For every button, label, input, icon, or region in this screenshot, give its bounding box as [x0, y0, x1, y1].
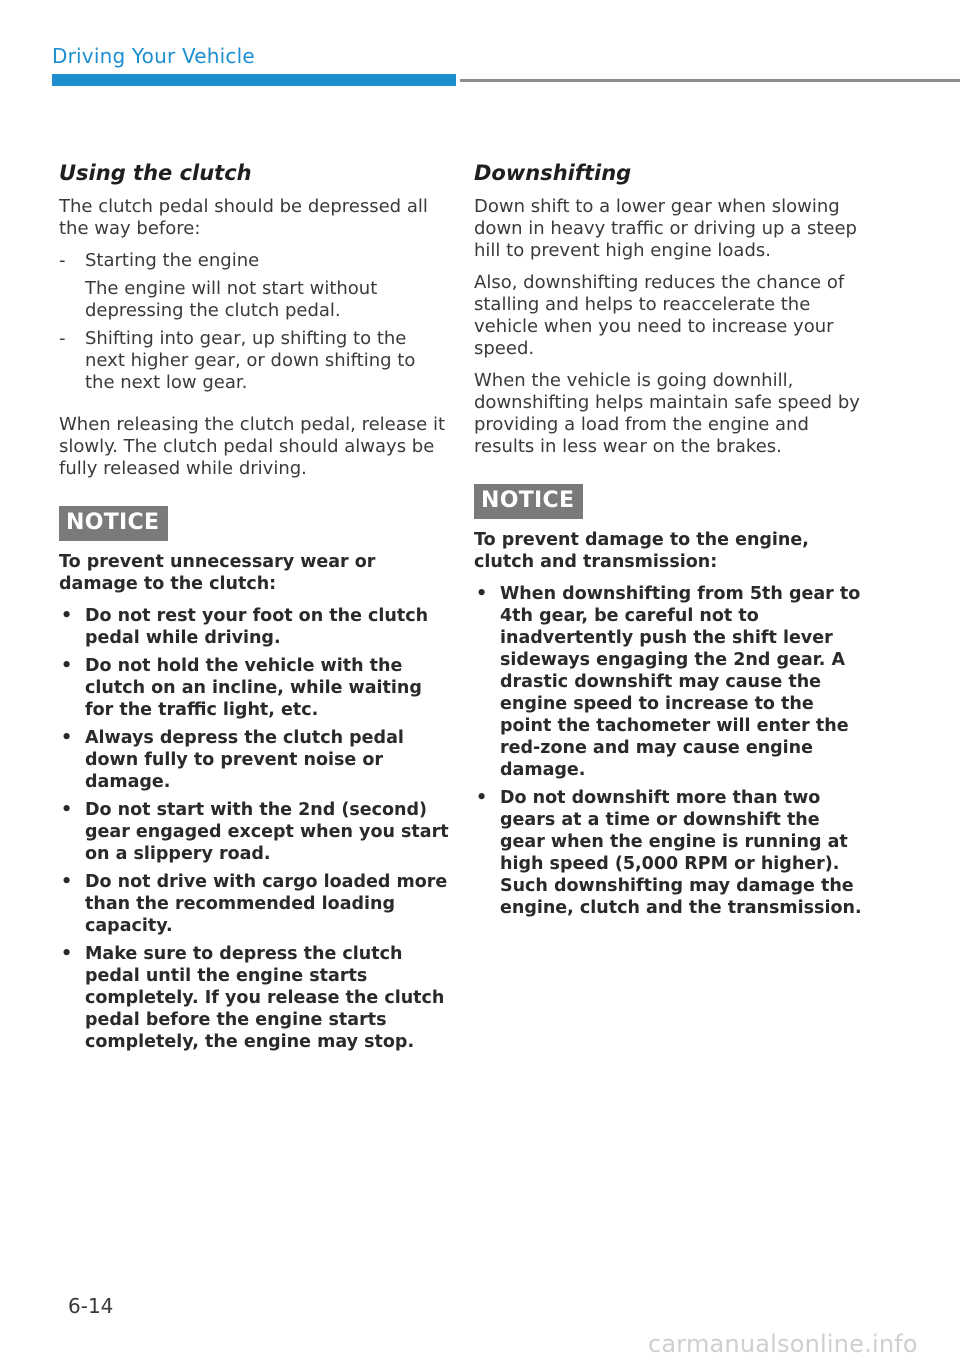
- list-item: [59, 655, 449, 721]
- list-item-text: When downshifting from 5th gear to 4th gear, be careful not to inadvertently push the shift lever sideways engaging the 2nd gear. A drastic downshift may cause the engine speed to increase to the point the tachometer will enter the red-zone and may cause engine damage.: [500, 584, 861, 780]
- downshifting-heading: Downshifting: [474, 161, 632, 185]
- list-item-text: Do not rest your foot on the clutch pedal while driving.: [85, 606, 429, 648]
- clutch-heading: Using the clutch: [59, 161, 252, 185]
- list-item: [59, 605, 449, 649]
- list-item-text: Always depress the clutch pedal down fully to prevent noise or damage.: [85, 728, 404, 792]
- notice-box: [59, 506, 449, 541]
- header-rule: [460, 79, 960, 82]
- watermark: carmanualsonline.info: [648, 1330, 918, 1358]
- dash-marker: -: [59, 250, 66, 271]
- notice-intro: To prevent damage to the engine, clutch and transmission:: [474, 530, 809, 572]
- section-title: Driving Your Vehicle: [52, 44, 255, 68]
- downshifting-paragraph: Also, downshifting reduces the chance of stalling and helps to reaccelerate the vehicle when you need to increase your speed.: [474, 272, 845, 359]
- downshifting-paragraph: When the vehicle is going downhill, downshifting helps maintain safe speed by providing a load from the engine and results in less wear on the brakes.: [474, 370, 860, 457]
- downshifting-paragraph: Down shift to a lower gear when slowing down in heavy traffic or driving up a steep hill to prevent high engine loads.: [474, 196, 857, 261]
- list-item-note: The engine will not start without depressing the clutch pedal.: [85, 278, 378, 321]
- header-accent-bar: [52, 74, 456, 86]
- bullet-marker: •: [61, 728, 73, 748]
- clutch-intro: The clutch pedal should be depressed all the way before:: [59, 196, 428, 239]
- notice-intro: To prevent unnecessary wear or damage to the clutch:: [59, 552, 376, 594]
- list-item-text: Do not downshift more than two gears at a time or downshift the gear when the engine is running at high speed (5,000 RPM or higher). Such downshifting may damage the engine, clutch and the transmission.: [500, 788, 862, 918]
- clutch-release-paragraph: When releasing the clutch pedal, release it slowly. The clutch pedal should always be fully released while driving.: [59, 414, 445, 479]
- bullet-marker: •: [61, 800, 73, 820]
- page-number: 6-14: [68, 1294, 114, 1318]
- list-item: [59, 799, 449, 865]
- bullet-marker: •: [476, 788, 488, 808]
- list-item-text: Starting the engine: [85, 250, 260, 271]
- notice-label: NOTICE: [59, 506, 168, 541]
- list-item-text: Do not start with the 2nd (second) gear engaged except when you start on a slippery road.: [85, 800, 449, 864]
- list-item: [59, 943, 449, 1053]
- right-column: [474, 158, 864, 925]
- dash-marker: -: [59, 328, 66, 349]
- bullet-marker: •: [61, 656, 73, 676]
- bullet-marker: •: [61, 606, 73, 626]
- list-item-text: Do not hold the vehicle with the clutch on an incline, while waiting for the traffic light, etc.: [85, 656, 422, 720]
- list-item-text: Make sure to depress the clutch pedal until the engine starts completely. If you release the clutch pedal before the engine starts completely, the engine may stop.: [85, 944, 445, 1052]
- bullet-marker: •: [476, 584, 488, 604]
- list-item: [59, 727, 449, 793]
- list-item: [474, 787, 864, 919]
- list-item: [59, 328, 449, 394]
- left-column: [59, 158, 449, 1059]
- list-item: [474, 583, 864, 781]
- notice-list: [59, 605, 449, 1053]
- bullet-marker: •: [61, 872, 73, 892]
- bullet-marker: •: [61, 944, 73, 964]
- clutch-steps: [59, 250, 449, 394]
- notice-box: [474, 484, 864, 519]
- list-item: [59, 250, 449, 322]
- list-item-text: Do not drive with cargo loaded more than the recommended loading capacity.: [85, 872, 448, 936]
- notice-label: NOTICE: [474, 484, 583, 519]
- list-item-text: Shifting into gear, up shifting to the next higher gear, or down shifting to the next low gear.: [85, 328, 416, 393]
- list-item: [59, 871, 449, 937]
- notice-list: [474, 583, 864, 919]
